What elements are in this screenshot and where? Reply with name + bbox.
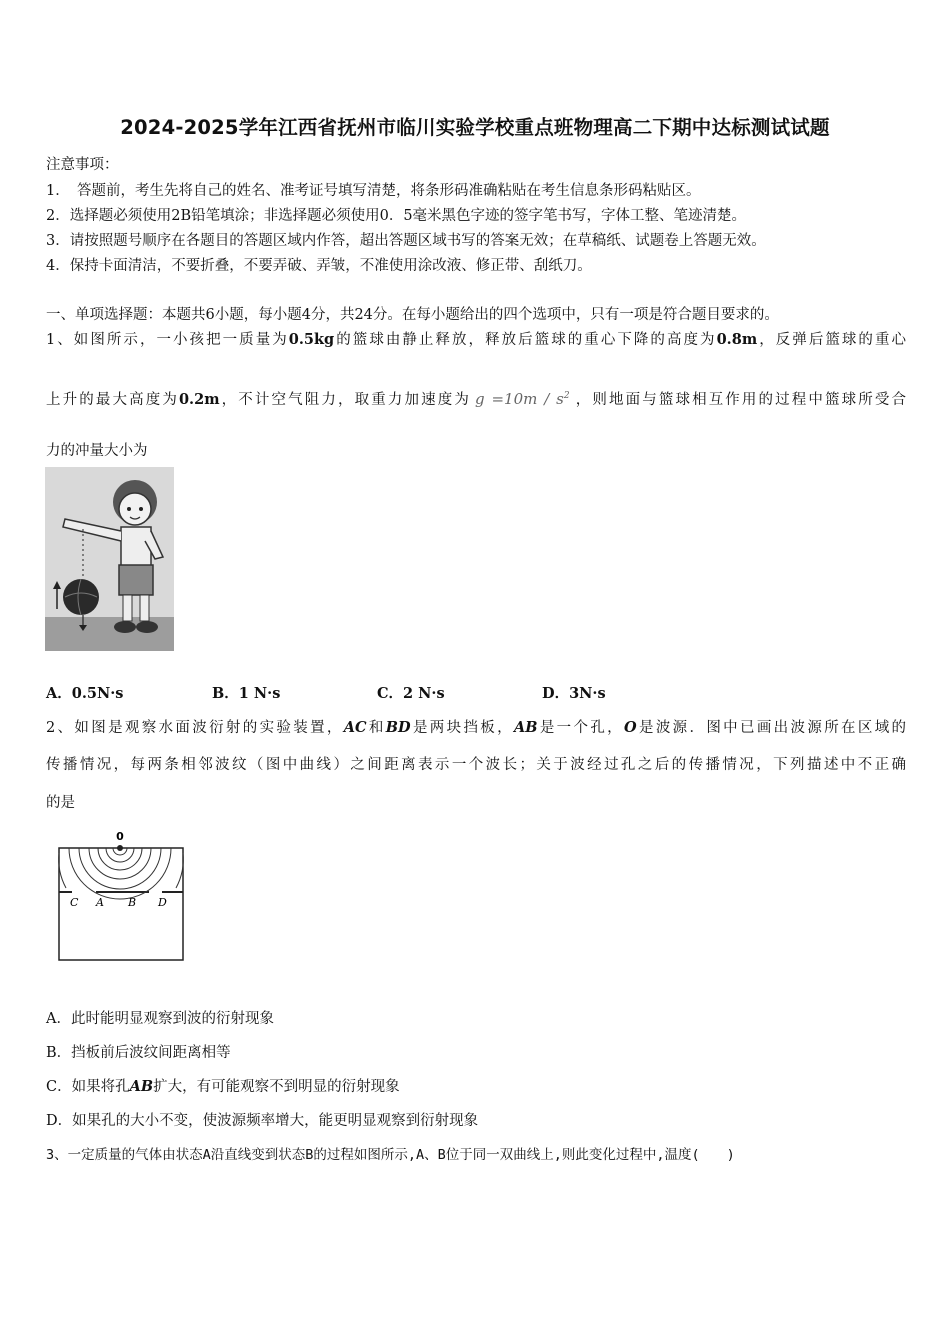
q1-line-1: 1、如图所示，一小孩把一质量为0.5kg的篮球由静止释放，释放后篮球的重心下降的高度为0.8m，反弹后篮球的重心 — [46, 331, 907, 348]
q2-option-c[interactable]: C．如果将孔AB扩大，有可能观察不到明显的衍射现象 — [46, 1078, 400, 1095]
q1-option-a[interactable]: A．0.5N·s — [46, 685, 124, 702]
source-label-o: 0 — [116, 830, 124, 843]
notice-heading: 注意事项： — [46, 157, 119, 173]
fig-label-d: D — [158, 896, 167, 909]
q2-line-3: 的是 — [46, 795, 75, 811]
wave-diffraction-figure — [52, 826, 190, 964]
fig-label-c: C — [70, 896, 79, 909]
q1-option-c[interactable]: C．2 N·s — [377, 685, 445, 702]
notice-item-4: 4．保持卡面清洁，不要折叠，不要弄破、弄皱，不准使用涂改液、修正带、刮纸刀。 — [46, 258, 592, 274]
fig-label-b: B — [128, 896, 137, 909]
notice-item-3: 3．请按照题号顺序在各题目的答题区域内作答，超出答题区域书写的答案无效；在草稿纸、试题卷上答题无效。 — [46, 233, 766, 249]
fig-label-a: A — [96, 896, 104, 909]
q1-line-2: 上升的最大高度为0.2m，不计空气阻力，取重力加速度为 $g =10m / s^2$ ，则地面与篮球相互作用的过程中篮球所受合 — [46, 390, 907, 408]
q1-option-b[interactable]: B．1 N·s — [212, 685, 281, 702]
q1-line-3: 力的冲量大小为 — [46, 443, 148, 459]
page-title: 2024-2025学年江西省抚州市临川实验学校重点班物理高二下期中达标测试试题 — [120, 116, 830, 139]
gravity-formula: $g =10m / s^2$ — [474, 390, 570, 408]
q2-line-2: 传播情况，每两条相邻波纹（图中曲线）之间距离表示一个波长；关于波经过孔之后的传播情况，下列描述中不正确 — [46, 757, 906, 773]
section-heading: 一、单项选择题：本题共6小题，每小题4分，共24分。在每小题给出的四个选项中，只有一项是符合题目要求的。 — [46, 307, 779, 323]
child-basketball-figure — [45, 467, 174, 651]
q2-line-1: 2、如图是观察水面波衍射的实验装置，AC和BD是两块挡板，AB是一个孔，O是波源．图中已画出波源所在区域的 — [46, 719, 907, 736]
notice-item-1: 1． 答题前，考生先将自己的姓名、准考证号填写清楚，将条形码准确粘贴在考生信息条形码粘贴区。 — [46, 183, 701, 199]
q1-option-d[interactable]: D．3N·s — [542, 685, 606, 702]
q2-option-b[interactable]: B．挡板前后波纹间距离相等 — [46, 1045, 231, 1061]
notice-item-2: 2．选择题必须使用2B铅笔填涂；非选择题必须使用0．5毫米黑色字迹的签字笔书写，字体工整、笔迹清楚。 — [46, 208, 747, 224]
q3-stem: 3、一定质量的气体由状态A沿直线变到状态B的过程如图所示,A、B位于同一双曲线上,则此变化过程中,温度( ) — [46, 1147, 735, 1163]
q2-option-a[interactable]: A．此时能明显观察到波的衍射现象 — [46, 1011, 274, 1027]
q2-option-d[interactable]: D．如果孔的大小不变，使波源频率增大，能更明显观察到衍射现象 — [46, 1113, 479, 1129]
